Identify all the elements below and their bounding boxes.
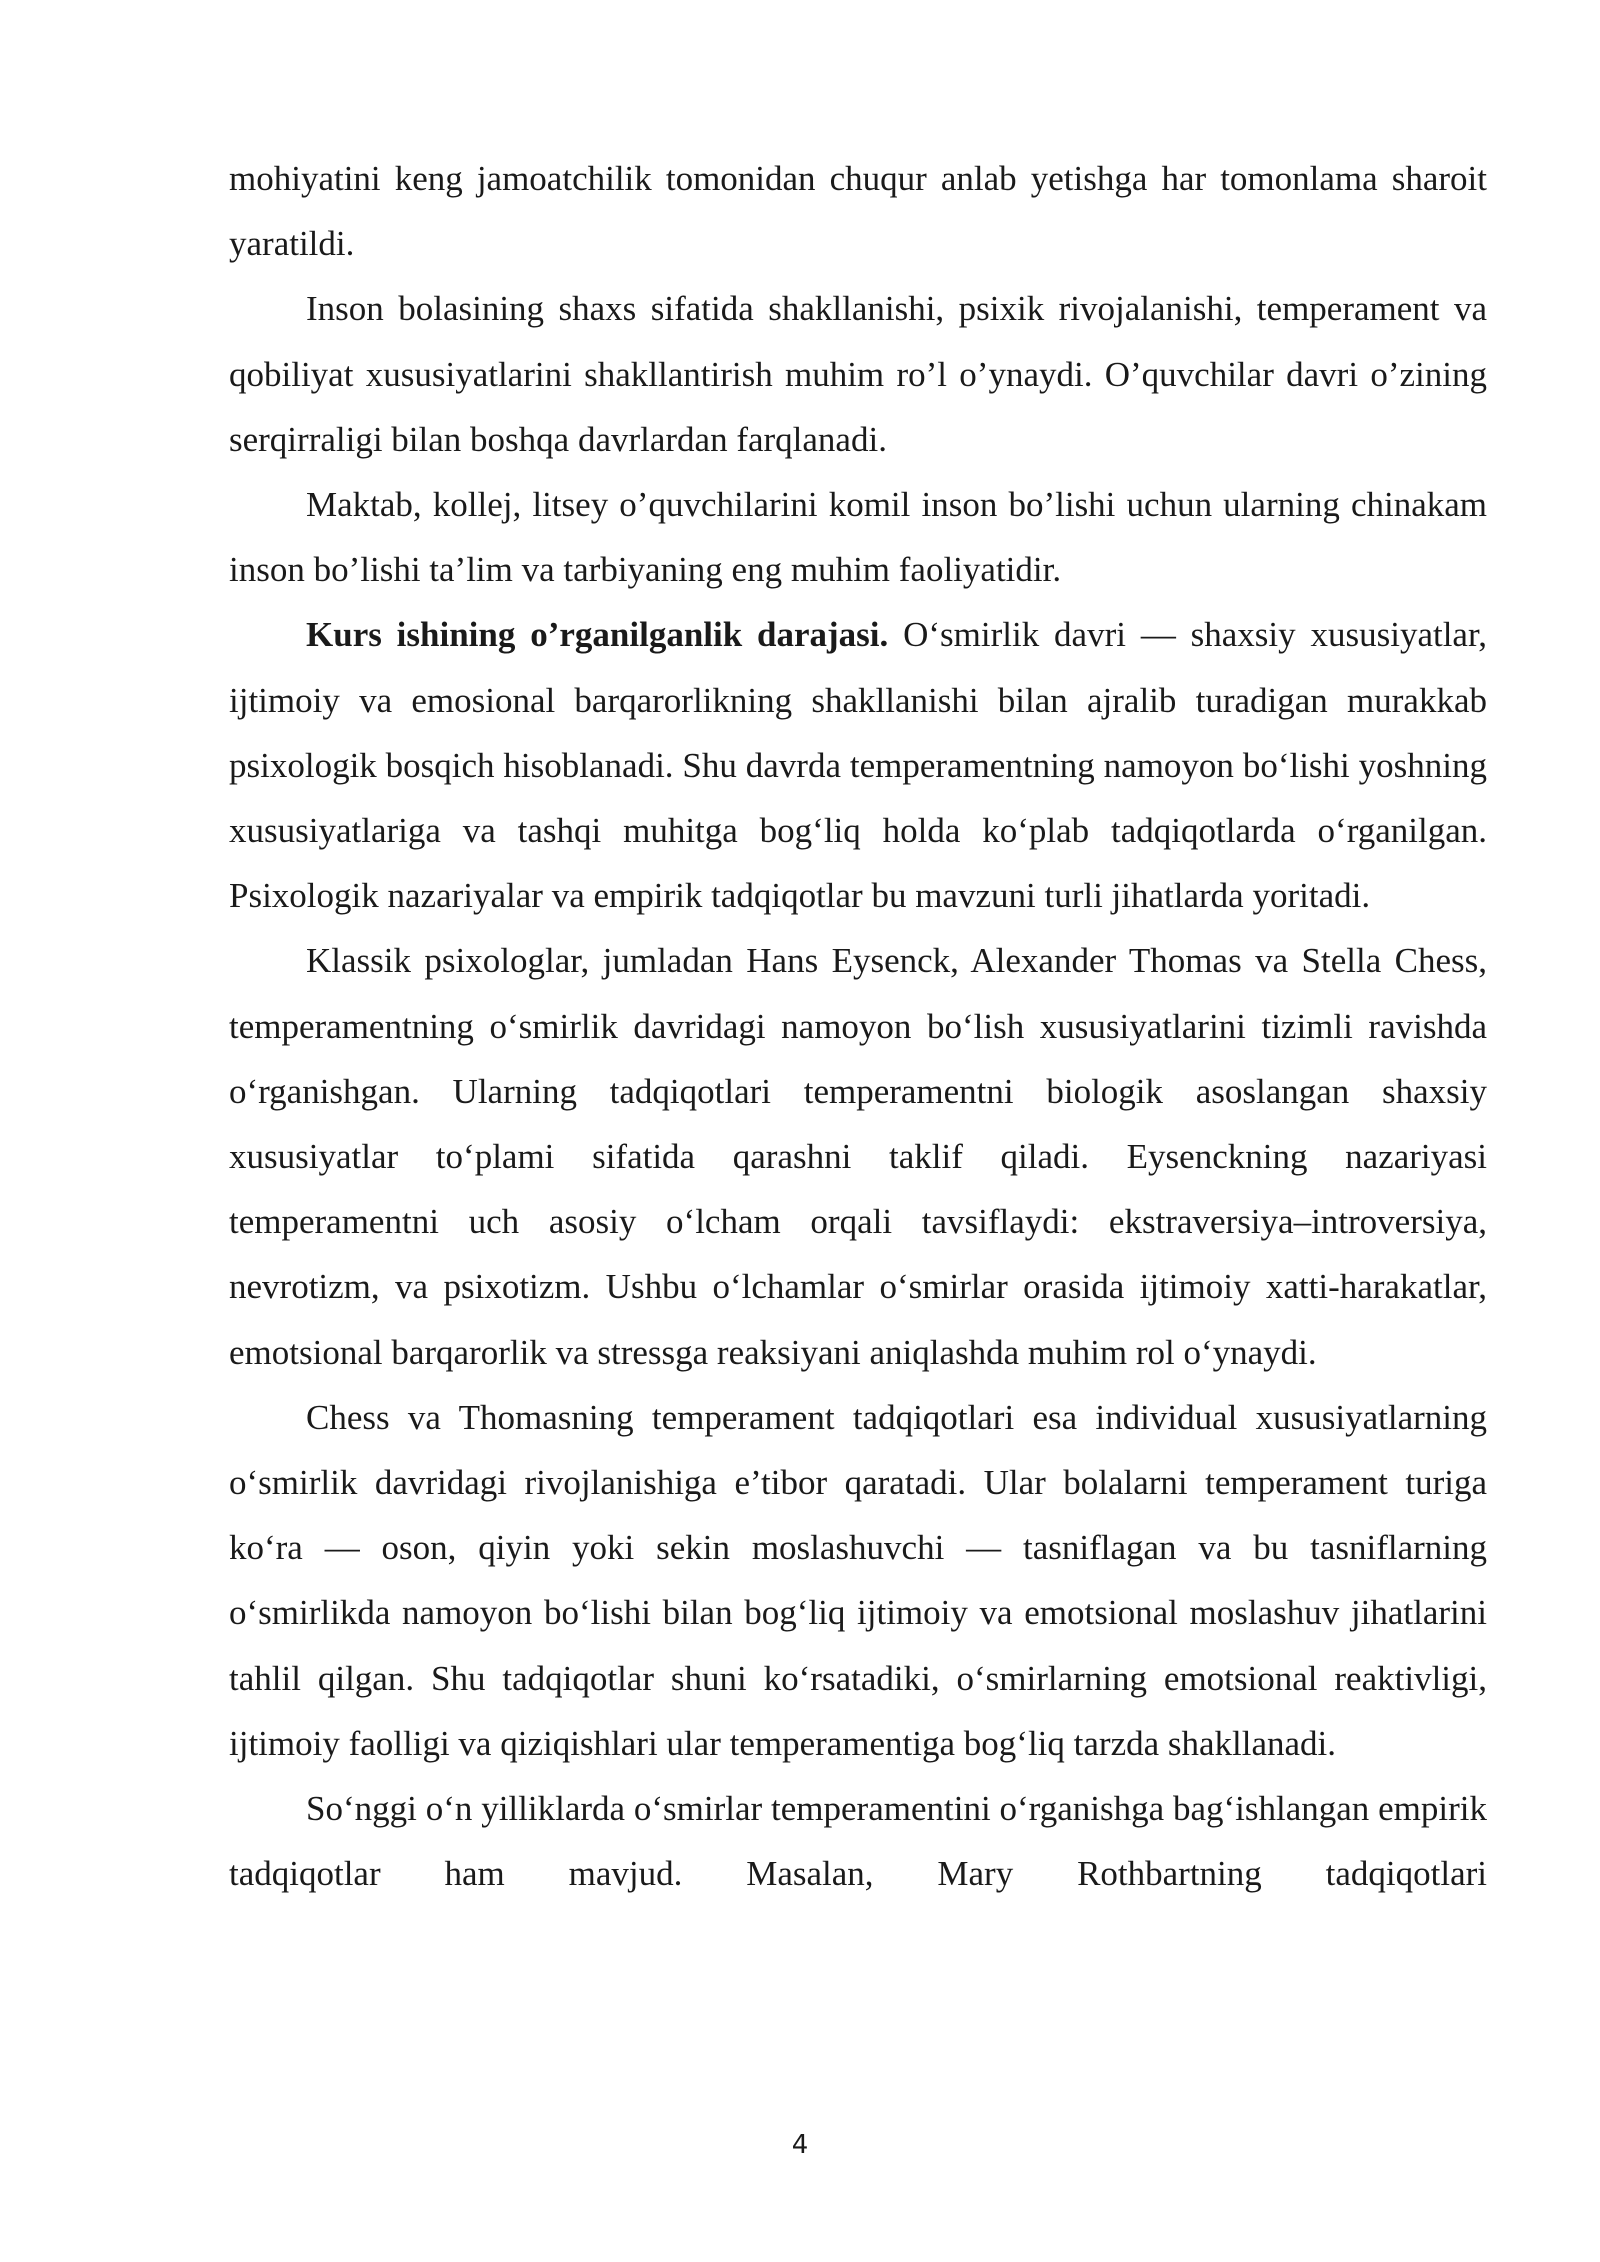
paragraph-text: O‘smirlik davri — shaxsiy xususiyatlar, ijtimoiy va emosional barqarorlikning shakllanishi bilan ajralib turadigan murakkab psixologik bosqich hisoblanadi. Shu davrda temperamentning namoyon bo‘lishi yoshning xususiyatlariga va tashqi muhitga bog‘liq holda ko‘plab tadqiqotlarda o‘rganilgan. Psixologik nazariyalar va empirik tadqiqotlar bu mavzuni turli jihatlarda yoritadi. xyxy=(229,615,1487,916)
paragraph: Maktab, kollej, litsey o’quvchilarini komil inson bo’lishi uchun ularning chinakam inson bo’lishi ta’lim va tarbiyaning eng muhim faoliyatidir. xyxy=(229,485,1487,590)
body-text xyxy=(229,146,1487,1906)
paragraph-study-level xyxy=(229,602,1487,928)
paragraph-continued: mohiyatini keng jamoatchilik tomonidan chuqur anlab yetishga har tomonlama sharoit yaratildi. xyxy=(229,159,1487,264)
section-heading: Kurs ishining o’rganilganlik darajasi. xyxy=(306,615,889,655)
page-number: 4 xyxy=(791,2130,809,2160)
paragraph: Inson bolasining shaxs sifatida shakllanishi, psixik rivojalanishi, temperament va qobiliyat xususiyatlarini shakllantirish muhim ro’l o’ynaydi. O’quvchilar davri o’zining serqirraligi bilan boshqa davrlardan farqlanadi. xyxy=(229,289,1487,459)
paragraph: Chess va Thomasning temperament tadqiqotlari esa individual xususiyatlarning o‘smirlik davridagi rivojlanishiga e’tibor qaratadi. Ular bolalarni temperament turiga ko‘ra — oson, qiyin yoki sekin moslashuvchi — tasniflagan va bu tasniflarning o‘smirlikda namoyon bo‘lishi bilan bog‘liq ijtimoiy va emotsional moslashuv jihatlarini tahlil qilgan. Shu tadqiqotlar shuni ko‘rsatadiki, o‘smirlarning emotsional reaktivligi, ijtimoiy faolligi va qiziqishlari ular temperamentiga bog‘liq tarzda shakllanadi. xyxy=(229,1397,1487,1763)
paragraph-continues-next-page: So‘nggi o‘n yilliklarda o‘smirlar temperamentini o‘rganishga bag‘ishlangan empirik tadqiqotlar ham mavjud. Masalan, Mary Rothbartning tadqiqotlari xyxy=(229,1789,1487,1894)
paragraph: Klassik psixologlar, jumladan Hans Eysenck, Alexander Thomas va Stella Chess, temperamentning o‘smirlik davridagi namoyon bo‘lish xususiyatlarini tizimli ravishda o‘rganishgan. Ularning tadqiqotlari temperamentni biologik asoslangan shaxsiy xususiyatlar to‘plami sifatida qarashni taklif qiladi. Eysenckning nazariyasi temperamentni uch asosiy o‘lcham orqali tavsiflaydi: ekstraversiya–introversiya, nevrotizm, va psixotizm. Ushbu o‘lchamlar o‘smirlar orasida ijtimoiy xatti-harakatlar, emotsional barqarorlik va stressga reaksiyani aniqlashda muhim rol o‘ynaydi. xyxy=(229,941,1487,1372)
